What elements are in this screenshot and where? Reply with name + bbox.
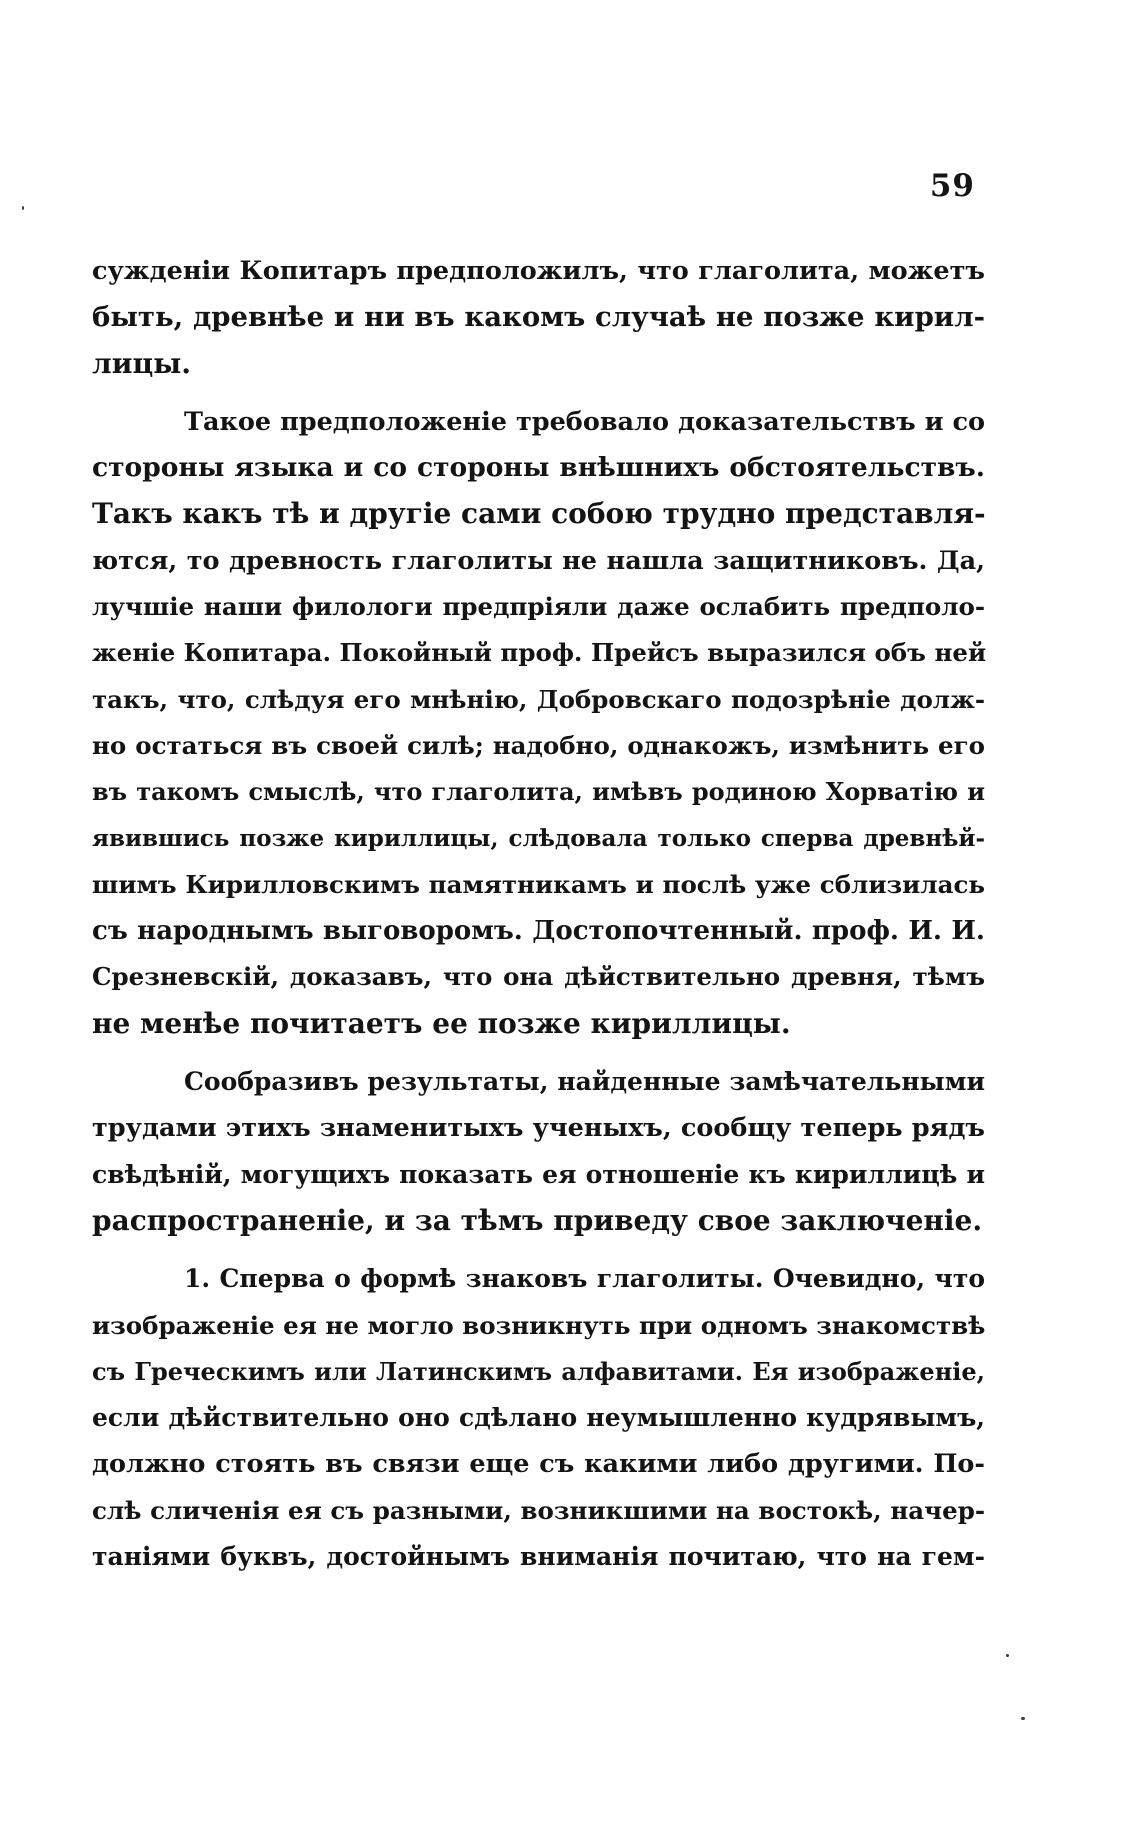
paragraph-gap xyxy=(92,1244,985,1256)
text-line: ются, то древность глаголиты не нашла защитниковъ. Да, xyxy=(92,545,985,576)
text-line: Такъ какъ тѣ и другіе сами собою трудно представля- xyxy=(92,497,986,531)
text-line: распространеніе, и за тѣмъ приведу свое заключеніе. xyxy=(92,1203,983,1237)
text-line: слѣ сличенія ея съ разными, возникшими на востокѣ, начер- xyxy=(92,1495,985,1525)
scan-speck xyxy=(1021,1717,1025,1720)
text-line: трудами этихъ знаменитыхъ ученыхъ, сообщу теперь рядъ xyxy=(92,1113,985,1144)
text-line: свѣдѣній, могущихъ показать ея отношеніе къ кириллицѣ и xyxy=(92,1159,985,1189)
text-line: Срезневскій, доказавъ, что она дѣйствительно древня, тѣмъ xyxy=(92,962,985,992)
text-line: лучшіе наши филологи предпріяли даже ослабить предполо- xyxy=(92,592,985,622)
text-line: если дѣйствительно оно сдѣлано неумышленно кудрявымъ, xyxy=(92,1403,985,1433)
text-line: Такое предположеніе требовало доказательствъ и со xyxy=(184,406,985,437)
text-line: стороны языка и со стороны внѣшнихъ обстоятельствъ. xyxy=(92,452,985,484)
page-number: 59 xyxy=(929,168,975,204)
text-line: шимъ Кирилловскимъ памятникамъ и послѣ уже сблизилась xyxy=(92,869,985,899)
text-line: съ Греческимъ или Латинскимъ алфавитами. Ея изображеніе, xyxy=(92,1356,985,1386)
text-line: въ такомъ смыслѣ, что глаголита, имѣвъ родиною Хорватію и xyxy=(92,777,985,807)
text-line: быть, древнѣе и ни въ какомъ случаѣ не позже кирил- xyxy=(92,301,985,334)
text-line: Сообразивъ результаты, найденные замѣчательными xyxy=(184,1067,985,1097)
text-line: сужденіи Копитаръ предположилъ, что глаголита, можетъ xyxy=(92,256,985,286)
body-text xyxy=(92,248,985,1580)
scan-speck xyxy=(22,206,24,210)
text-line: съ народнымъ выговоромъ. Достопочтенный. проф. И. И. xyxy=(92,916,985,947)
text-line: изображеніе ея не могло возникнуть при одномъ знакомствѣ xyxy=(92,1310,986,1340)
text-line: не менѣе почитаетъ ее позже кириллицы. xyxy=(92,1006,791,1040)
paragraph-gap xyxy=(92,1047,985,1059)
text-line: 1. Сперва о формѣ знаковъ глаголиты. Очевидно, что xyxy=(184,1264,985,1294)
text-line: женіе Копитара. Покойный проф. Прейсъ выразился объ ней xyxy=(92,638,987,668)
paragraph-gap xyxy=(92,387,985,399)
scan-speck xyxy=(1006,1654,1009,1657)
text-line: таніями буквъ, достойнымъ вниманія почитаю, что на гем- xyxy=(92,1542,985,1572)
text-line: лицы. xyxy=(92,346,192,380)
text-line: но остаться въ своей силѣ; надобно, однакожъ, измѣнить его xyxy=(92,730,985,760)
text-line: должно стоять въ связи еще съ какими либо другими. По- xyxy=(92,1449,985,1480)
text-line: такъ, что, слѣдуя его мнѣнію, Добровскаго подозрѣніе долж- xyxy=(92,684,985,714)
text-line: явившись позже кириллицы, слѣдовала только сперва древнѣй- xyxy=(92,824,985,852)
